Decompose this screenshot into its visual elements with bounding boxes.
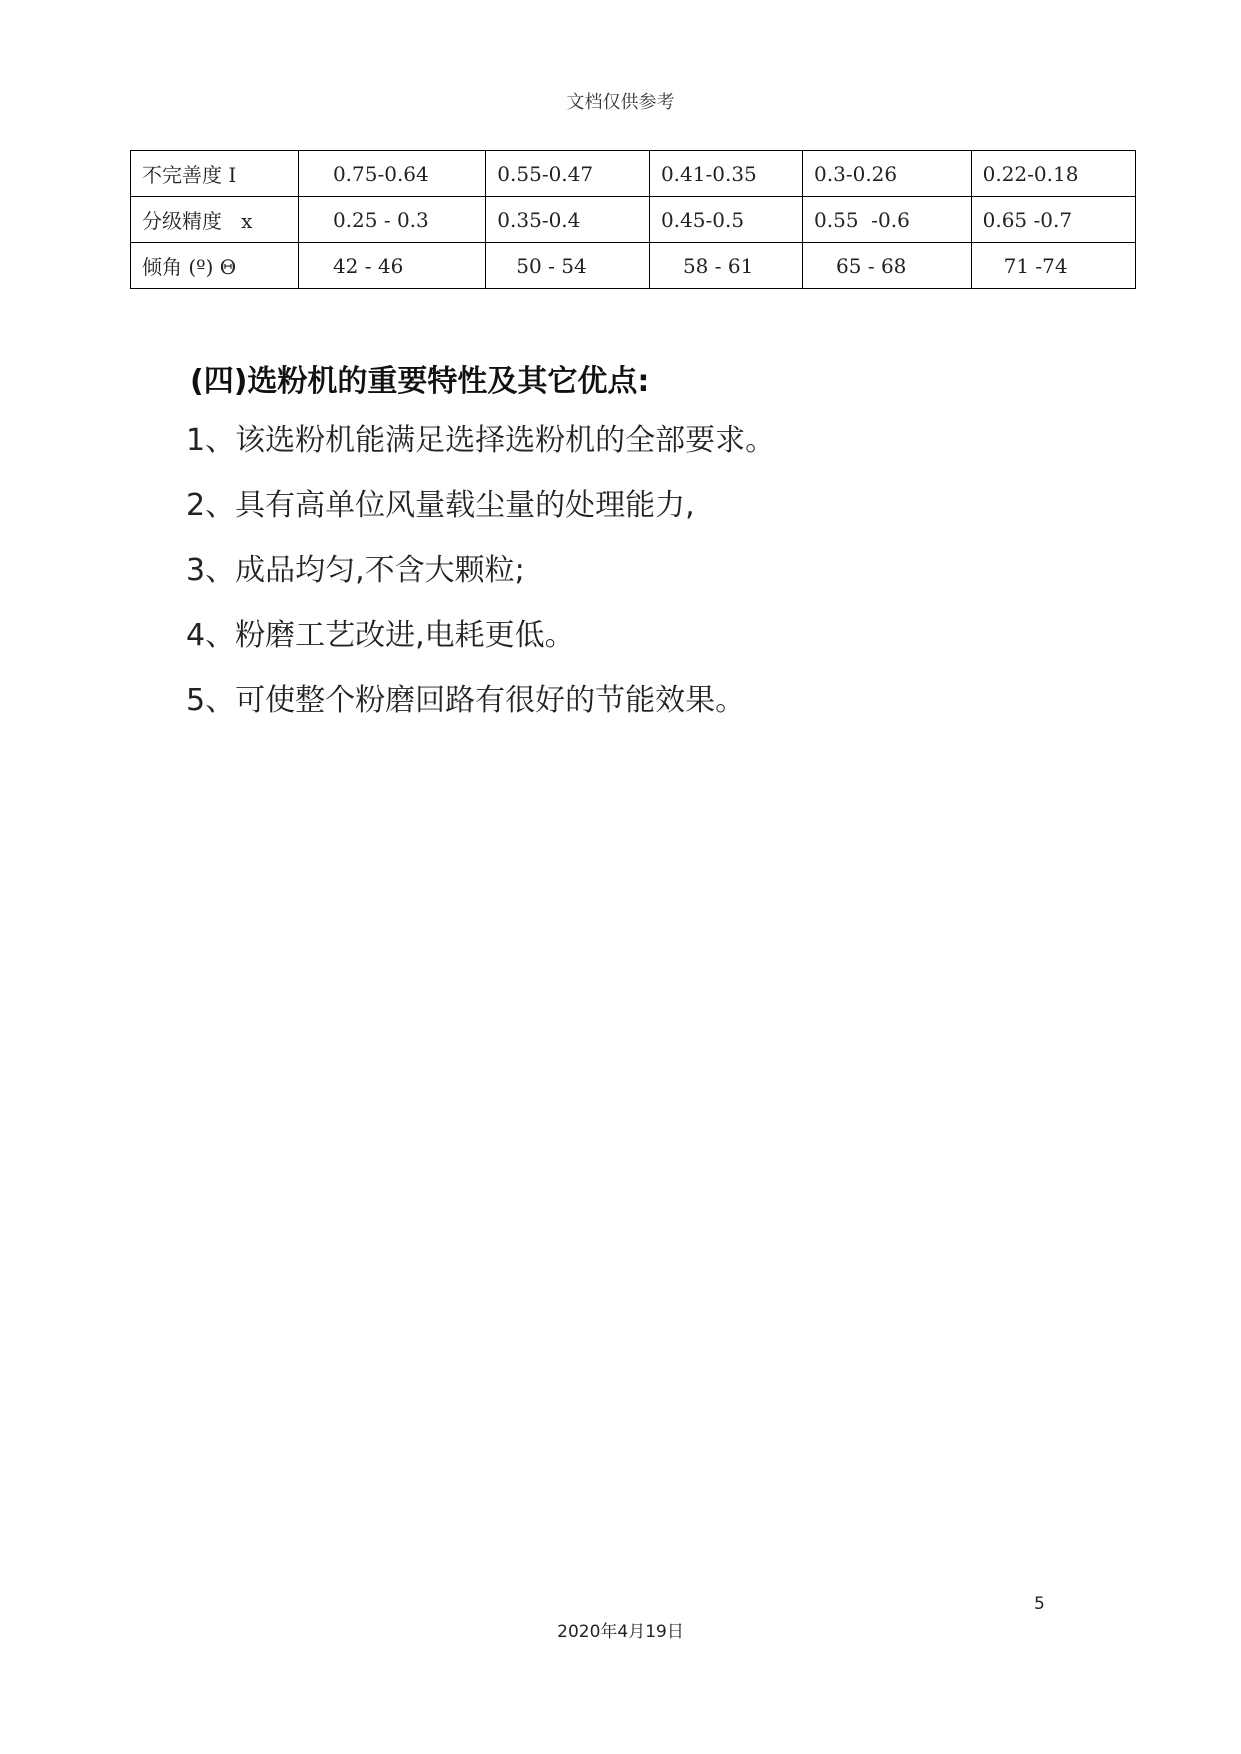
table-cell: 0.22-0.18 <box>971 151 1135 197</box>
section-heading: (四)选粉机的重要特性及其它优点: <box>190 364 650 399</box>
table-cell: 0.75-0.64 <box>298 151 485 197</box>
row-label: 倾角 (º) Θ <box>131 243 299 289</box>
table-cell: 0.45-0.5 <box>649 197 802 243</box>
list-item: 3、成品均匀,不含大颗粒; <box>186 553 525 588</box>
table-row <box>131 151 1136 197</box>
row-label: 分级精度 x <box>131 197 299 243</box>
table-row <box>131 243 1136 289</box>
table-cell: 58 - 61 <box>649 243 802 289</box>
table-cell: 0.25 - 0.3 <box>298 197 485 243</box>
parameter-table <box>130 150 1136 289</box>
table-cell: 0.35-0.4 <box>486 197 650 243</box>
table-cell: 0.55 -0.6 <box>803 197 972 243</box>
table-cell: 0.41-0.35 <box>649 151 802 197</box>
feature-list <box>186 420 775 745</box>
table-cell: 71 -74 <box>971 243 1135 289</box>
table-cell: 65 - 68 <box>803 243 972 289</box>
footer-date: 2020年4月19日 <box>557 1622 684 1642</box>
page-header: 文档仅供参考 <box>566 92 675 113</box>
list-item: 1、该选粉机能满足选择选粉机的全部要求。 <box>186 423 776 458</box>
list-item: 5、可使整个粉磨回路有很好的节能效果。 <box>186 683 746 718</box>
table-row <box>131 197 1136 243</box>
page-number: 5 <box>1034 1594 1045 1614</box>
table-cell: 42 - 46 <box>298 243 485 289</box>
table-cell: 0.55-0.47 <box>486 151 650 197</box>
list-item: 4、粉磨工艺改进,电耗更低。 <box>186 618 575 653</box>
table-cell: 0.65 -0.7 <box>971 197 1135 243</box>
row-label: 不完善度 I <box>131 151 299 197</box>
table-cell: 50 - 54 <box>486 243 650 289</box>
table-cell: 0.3-0.26 <box>803 151 972 197</box>
list-item: 2、具有高单位风量载尘量的处理能力, <box>186 488 695 523</box>
